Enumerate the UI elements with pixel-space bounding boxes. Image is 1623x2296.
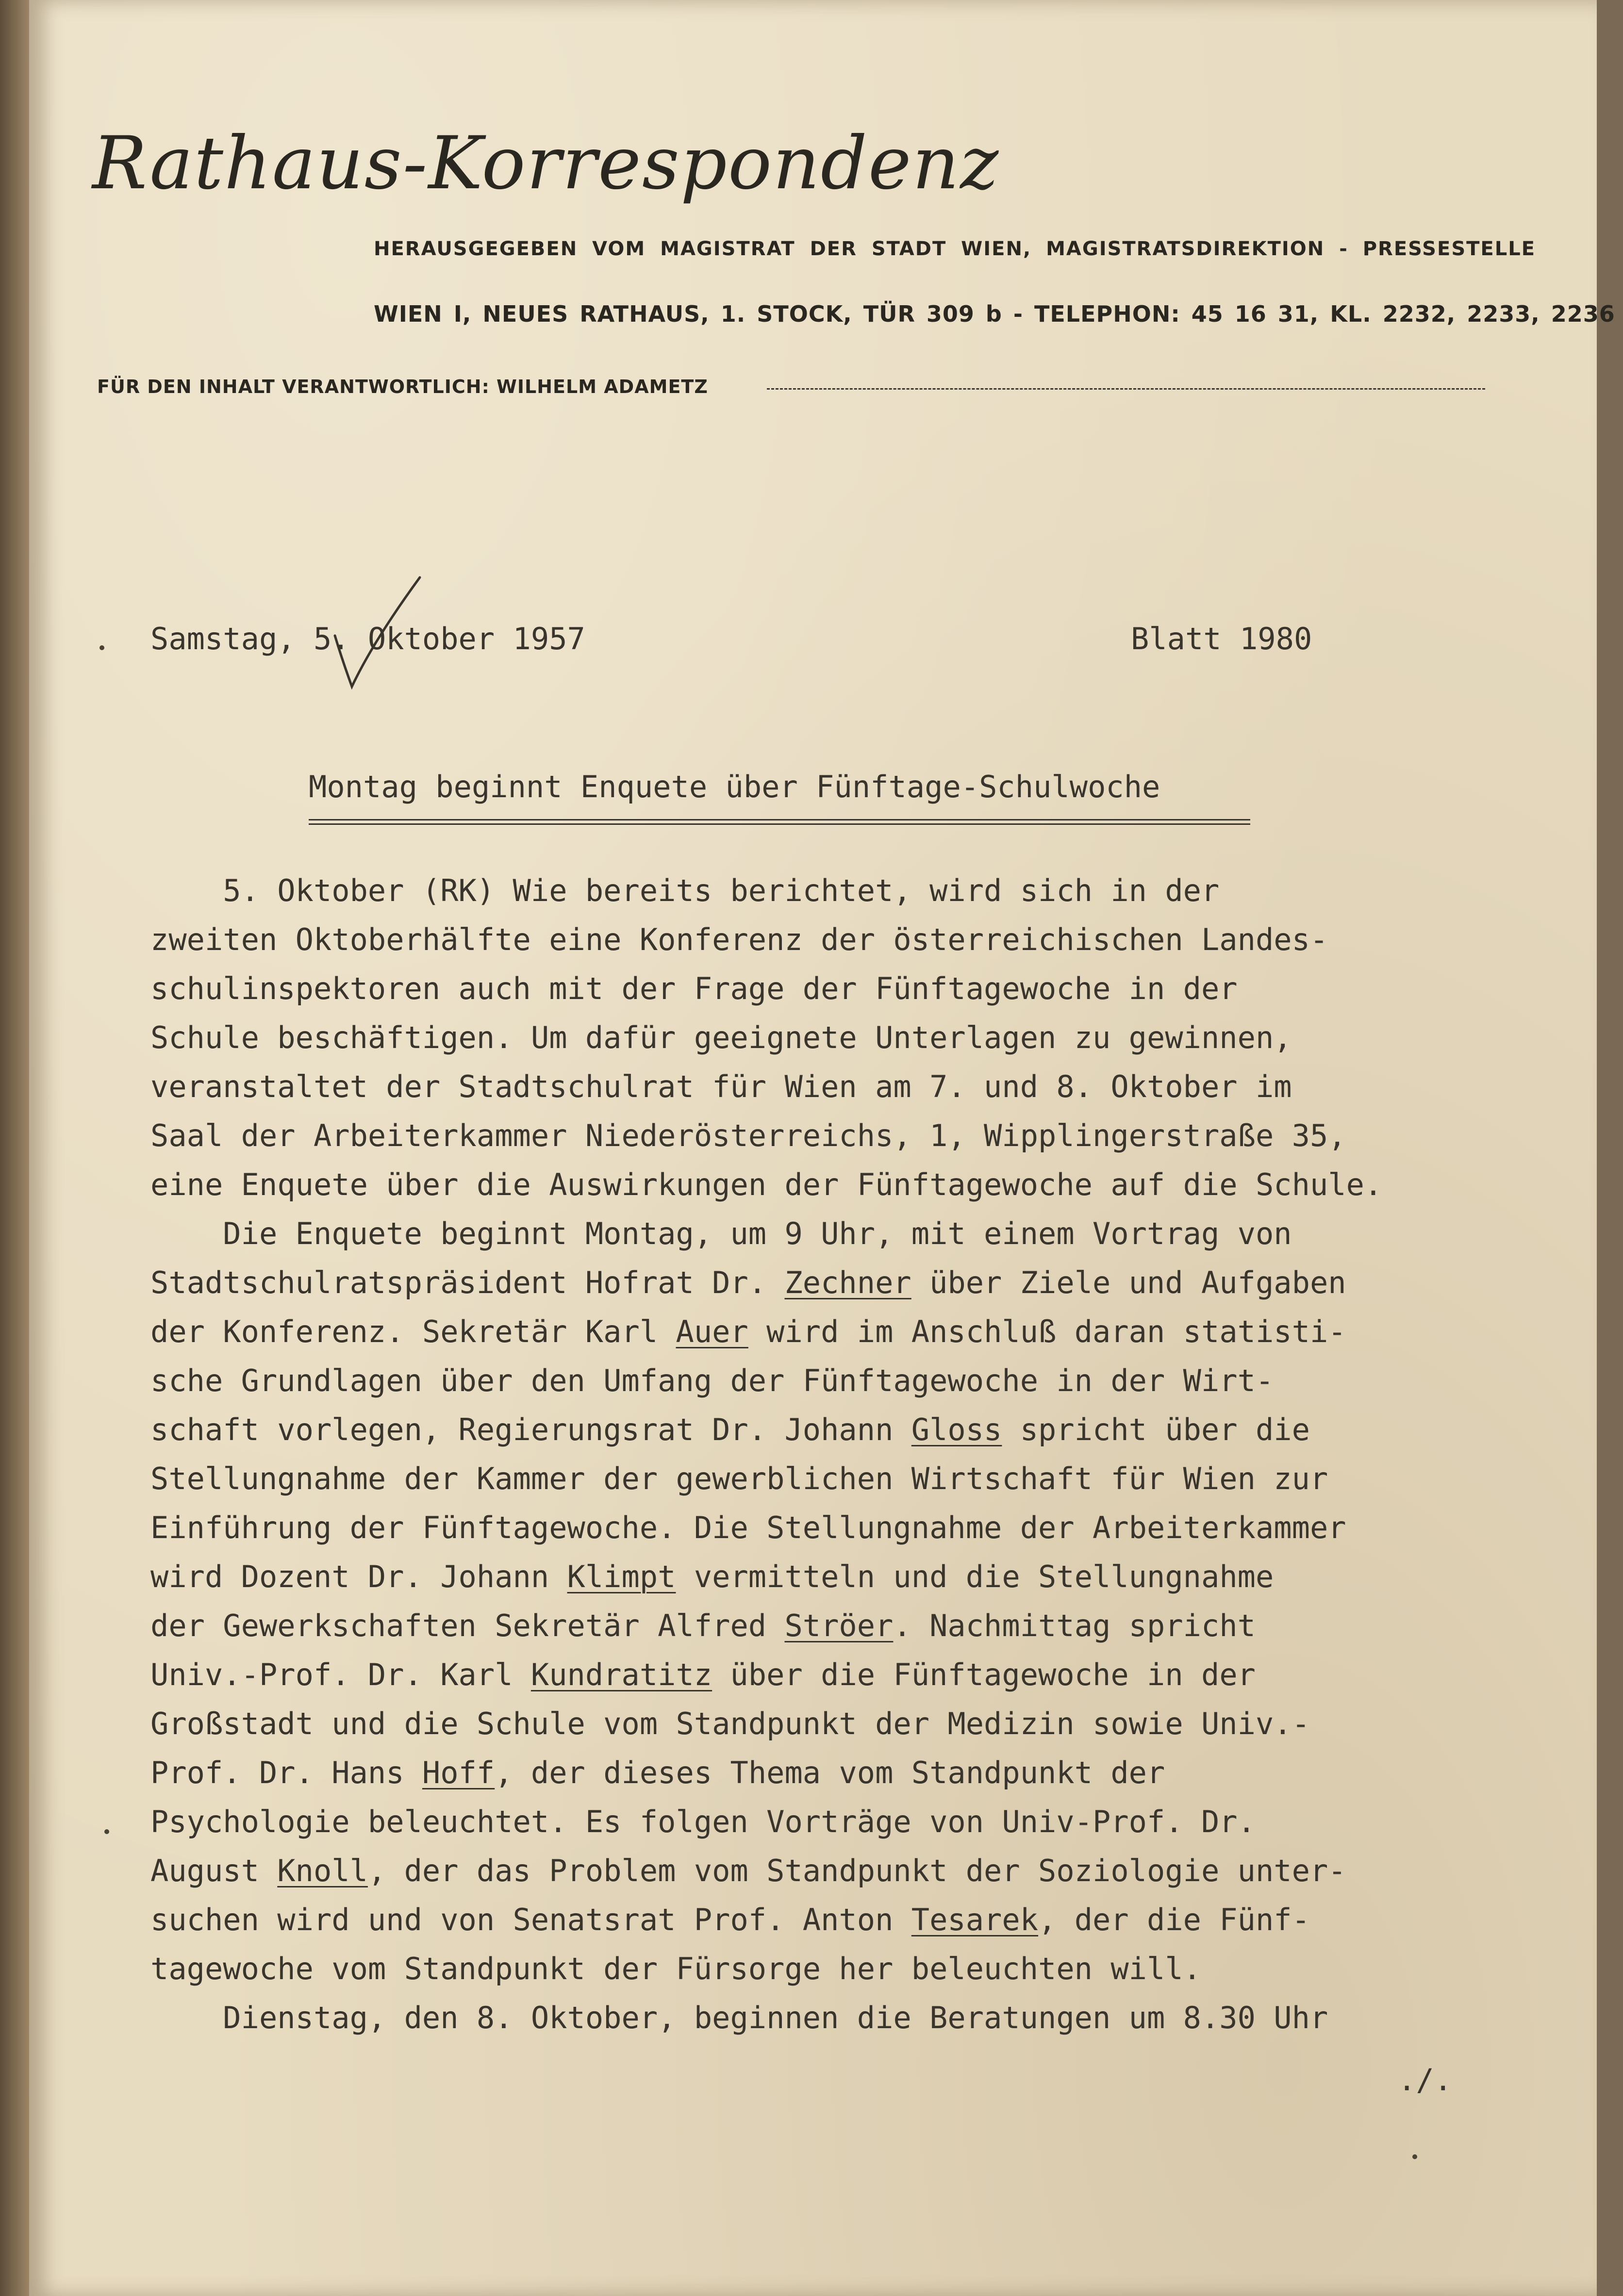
body-line: Schule beschäftigen. Um dafür geeignete Unterlagen zu gewinnen, <box>150 1020 1292 1055</box>
underlined-name: Ströer <box>784 1608 894 1643</box>
underlined-name: Klimpt <box>567 1559 676 1594</box>
dateline-sheet-number: Blatt 1980 <box>1131 621 1312 656</box>
body-line <box>150 1307 1524 1356</box>
text: , der die Fünf- <box>1038 1902 1310 1937</box>
text: Prof. Dr. Hans <box>150 1755 422 1790</box>
text: der Konferenz. Sekretär Karl <box>150 1314 676 1349</box>
masthead-title: Rathaus-Korrespondenz <box>92 121 1000 206</box>
body-line: Einführung der Fünftagewoche. Die Stellungnahme der Arbeiterkammer <box>150 1510 1346 1545</box>
paper-speck <box>104 1829 109 1834</box>
text: vermitteln und die Stellungnahme <box>676 1559 1274 1594</box>
dateline-date: Samstag, 5. Oktober 1957 <box>150 621 585 656</box>
underlined-name: Auer <box>676 1314 748 1349</box>
body-line <box>150 1895 1524 1944</box>
body-line: Psychologie beleuchtet. Es folgen Vorträge von Univ-Prof. Dr. <box>150 1804 1256 1839</box>
underlined-name: Zechner <box>784 1265 911 1300</box>
body-line <box>150 1650 1524 1699</box>
body-line: Die Enquete beginnt Montag, um 9 Uhr, mit einem Vortrag von <box>150 1216 1292 1251</box>
text: Univ.-Prof. Dr. Karl <box>150 1657 531 1692</box>
body-line: tagewoche vom Standpunkt der Fürsorge her beleuchten will. <box>150 1951 1201 1986</box>
paper-speck <box>1412 2154 1417 2159</box>
text: . Nachmittag spricht <box>893 1608 1256 1643</box>
checkmark-pen-mark <box>330 573 427 699</box>
text: über Ziele und Aufgaben <box>911 1265 1346 1300</box>
underlined-name: Kundratitz <box>530 1657 712 1692</box>
masthead-address: WIEN I, NEUES RATHAUS, 1. STOCK, TÜR 309 b - TELEPHON: 45 16 31, KL. 2232, 2233, 2236 <box>374 301 1615 327</box>
text: über die Fünftagewoche in der <box>712 1657 1256 1692</box>
continuation-mark: ./. <box>1398 2062 1452 2098</box>
body-line <box>150 1601 1524 1650</box>
body-line: zweiten Oktoberhälfte eine Konferenz der österreichischen Landes- <box>150 922 1328 957</box>
book-binding-edge <box>0 0 29 2296</box>
body-line <box>150 1258 1524 1307</box>
body-line <box>150 1405 1524 1454</box>
text: suchen wird und von Senatsrat Prof. Anton <box>150 1902 911 1937</box>
body-line <box>150 1748 1524 1797</box>
body-line: Stellungnahme der Kammer der gewerblichen Wirtschaft für Wien zur <box>150 1461 1328 1496</box>
text: , der das Problem vom Standpunkt der Soziologie unter- <box>367 1853 1346 1888</box>
body-line: sche Grundlagen über den Umfang der Fünftagewoche in der Wirt- <box>150 1363 1274 1398</box>
paper-speck <box>99 645 104 650</box>
body-line: Dienstag, den 8. Oktober, beginnen die Beratungen um 8.30 Uhr <box>150 2000 1328 2035</box>
text: der Gewerkschaften Sekretär Alfred <box>150 1608 785 1643</box>
body-line: veranstaltet der Stadtschulrat für Wien am 7. und 8. Oktober im <box>150 1069 1292 1104</box>
headline-double-underline <box>309 819 1250 825</box>
underlined-name: Hoff <box>422 1755 495 1790</box>
underlined-name: Gloss <box>911 1412 1002 1447</box>
underlined-name: Knoll <box>277 1853 368 1888</box>
text: August <box>150 1853 278 1888</box>
text: Stadtschulratspräsident Hofrat Dr. <box>150 1265 785 1300</box>
body-line: 5. Oktober (RK) Wie bereits berichtet, wird sich in der <box>150 873 1220 908</box>
masthead-publisher: HERAUSGEGEBEN VOM MAGISTRAT DER STADT WIEN, MAGISTRATSDIREKTION - PRESSESTELLE <box>374 238 1536 260</box>
body-line: eine Enquete über die Auswirkungen der Fünftagewoche auf die Schule. <box>150 1167 1383 1202</box>
body-line: schulinspektoren auch mit der Frage der Fünftagewoche in der <box>150 971 1238 1006</box>
body-line <box>150 1552 1524 1601</box>
masthead-rule <box>767 388 1485 390</box>
text: spricht über die <box>1002 1412 1310 1447</box>
text: wird Dozent Dr. Johann <box>150 1559 567 1594</box>
body-line <box>150 1846 1524 1895</box>
text: , der dieses Thema vom Standpunkt der <box>495 1755 1165 1790</box>
body-line: Großstadt und die Schule vom Standpunkt der Medizin sowie Univ.- <box>150 1706 1310 1741</box>
text: wird im Anschluß daran statisti- <box>748 1314 1346 1349</box>
text: schaft vorlegen, Regierungsrat Dr. Johann <box>150 1412 911 1447</box>
underlined-name: Tesarek <box>911 1902 1039 1937</box>
masthead-responsible: FÜR DEN INHALT VERANTWORTLICH: WILHELM ADAMETZ <box>97 376 708 397</box>
article-body <box>150 866 1524 2042</box>
article-headline: Montag beginnt Enquete über Fünftage-Schulwoche <box>309 769 1160 804</box>
body-line: Saal der Arbeiterkammer Niederösterreichs, 1, Wipplingerstraße 35, <box>150 1118 1346 1153</box>
